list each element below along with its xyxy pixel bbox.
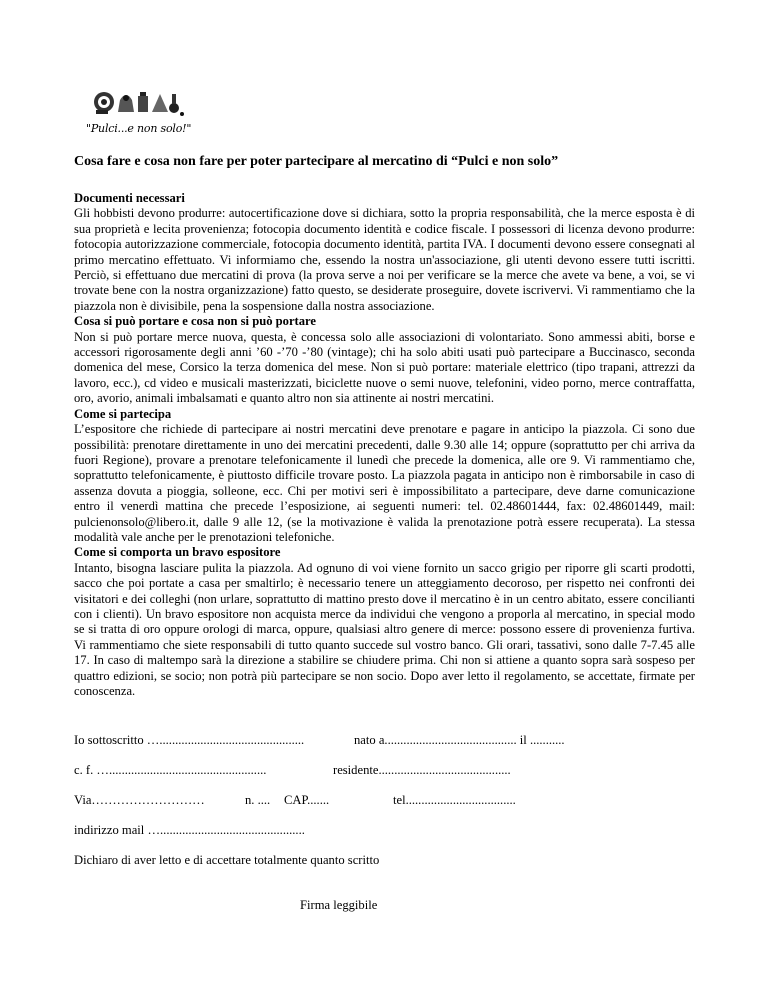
field-tel[interactable]: tel................................... — [393, 793, 516, 807]
logo — [86, 88, 192, 140]
field-codice-fiscale[interactable]: c. f. ….................................................. — [74, 763, 267, 777]
page-title: Cosa fare e cosa non fare per poter partecipare al mercatino di “Pulci e non solo” — [74, 154, 559, 169]
logo-caption: "Pulci...e non solo!" — [86, 122, 192, 135]
field-numero[interactable]: n. .... — [245, 793, 271, 807]
section-heading-bravo-espositore: Come si comporta un bravo espositore — [74, 545, 281, 560]
declaration-text: Dichiaro di aver letto e di accettare totalmente quanto scritto — [74, 853, 380, 867]
section-heading-come-partecipa: Come si partecipa — [74, 406, 172, 421]
flea-market-clipart-icon — [90, 88, 186, 118]
section-heading-documenti: Documenti necessari — [74, 191, 185, 205]
section-heading-cosa-portare: Cosa si può portare e cosa non si può portare — [74, 314, 316, 329]
field-nato[interactable]: nato a.......................................... il ........... — [354, 733, 565, 747]
field-mail[interactable]: indirizzo mail ….............................................. — [74, 823, 305, 837]
section-body-cosa-portare: Non si può portare merce nuova, questa, è concessa solo alle associazioni di volontariato. Sono ammessi abiti, borse e accessori rigorosamente degli anni ’60 -’70 -’80 (vintage); chi ha solo abiti usati può partecipare a Buccinasco, seconda domenica del mese, Corsico la terza domenica del mese. Non si può portare: materiale elettrico (tipo trapani, attrezzi da lavoro, ecc.), cd video e musicali masterizzati, biciclette nuove o semi nuove, telefonini, video porno, merce contraffatta, oro, avorio, animali imbalsamati e quanto altro non sia attinente ai nostri mercatini. — [74, 329, 695, 406]
section-body-documenti: Gli hobbisti devono produrre: autocertificazione dove si dichiara, sotto la propria responsabilità, che la merce esposta è di sua proprietà e lecita provenienza; fotocopia documento identità e codice fiscale. I possessori di licenza devono produrre: fotocopia autorizzazione commerciale, fotocopia documento identità, partita IVA. I documenti devono essere consegnati al primo mercatino effettuato. Vi informiamo che, essendo la nostra un'associazione, gli utenti devono essere tutti iscritti. Perciò, si effettuano due mercatini di prova (la prova serve a noi per verificare se la merce che avete va bene, a voi, se vi trovate bene con la nostra organizzazione) fatto questo, se desiderate proseguire, dovete iscrivervi. Vi rammentiamo che la piazzola non è divisibile, pena la sospensione dalla nostra associazione. — [74, 206, 695, 313]
section-body-come-partecipa: L’espositore che richiede di partecipare ai nostri mercatini deve prenotare e pagare in anticipo la piazzola. Ci sono due possibilità: prenotare direttamente in uno dei mercatini precedenti, dalle 9.30 alle 14; oppure (soprattutto per chi arriva da fuori Regione), provare a prenotare telefonicamente il lunedì che precede la domenica, alle ore 9. Vi rammentiamo che, soprattutto telefonicamente, è piuttosto difficile trovare posto. La piazzola pagata in anticipo non è rimborsabile in caso di assenza dovuta a pioggia, solleone, ecc. Chi per motivi seri è impossibilitato a partecipare, deve darne comunicazione entro il venerdì mattina che precede l’esposizione, ai seguenti numeri: tel. 02.48601444, fax: 02.48601449, mail: pulcienonsolo@libero.it, dalle 9 alle 12, (se la motivazione è valida la prenotazione potrà essere recuperata). La stessa modalità vale anche per le prenotazioni telefoniche. — [74, 422, 695, 544]
field-sottoscritto[interactable]: Io sottoscritto ….............................................. — [74, 733, 305, 747]
rules-content — [74, 191, 695, 699]
field-via[interactable]: Via……………………… — [74, 793, 205, 807]
field-residente[interactable]: residente.......................................... — [333, 763, 511, 777]
field-cap[interactable]: CAP....... — [284, 793, 330, 807]
section-body-bravo-espositore: Intanto, bisogna lasciare pulita la piazzola. Ad ognuno di voi viene fornito un sacco grigio per riporre gli scarti prodotti, sacco che poi portate a casa per smaltirlo; è necessario tenere un atteggiamento decoroso, per rispetto nei confronti dei visitatori e dei colleghi (non urlare, soprattutto di mattino presto dove il mercatino è in un centro abitato, essere concilianti con i clienti). Un bravo espositore non acquista merce da individui che vengono a proporla al mercatino, in special modo se si tratta di oro oppure orologi di marca, oppure, qualsiasi altro genere di merce: possono essere di provenienza furtiva. Vi rammentiamo che siete responsabili di tutto quanto succede sul vostro banco. Gli orari, tassativi, sono dalle 7-7.45 alle 17. In caso di maltempo sarà la direzione a stabilire se chiudere prima. Chi non si attiene a quanto sopra sarà sospeso per quattro edizioni, se socio; non potrà più partecipare se non socio. Dopo aver letto il regolamento, se accettate, firmate per conoscenza. — [74, 560, 695, 698]
signature-label: Firma leggibile — [300, 898, 378, 912]
